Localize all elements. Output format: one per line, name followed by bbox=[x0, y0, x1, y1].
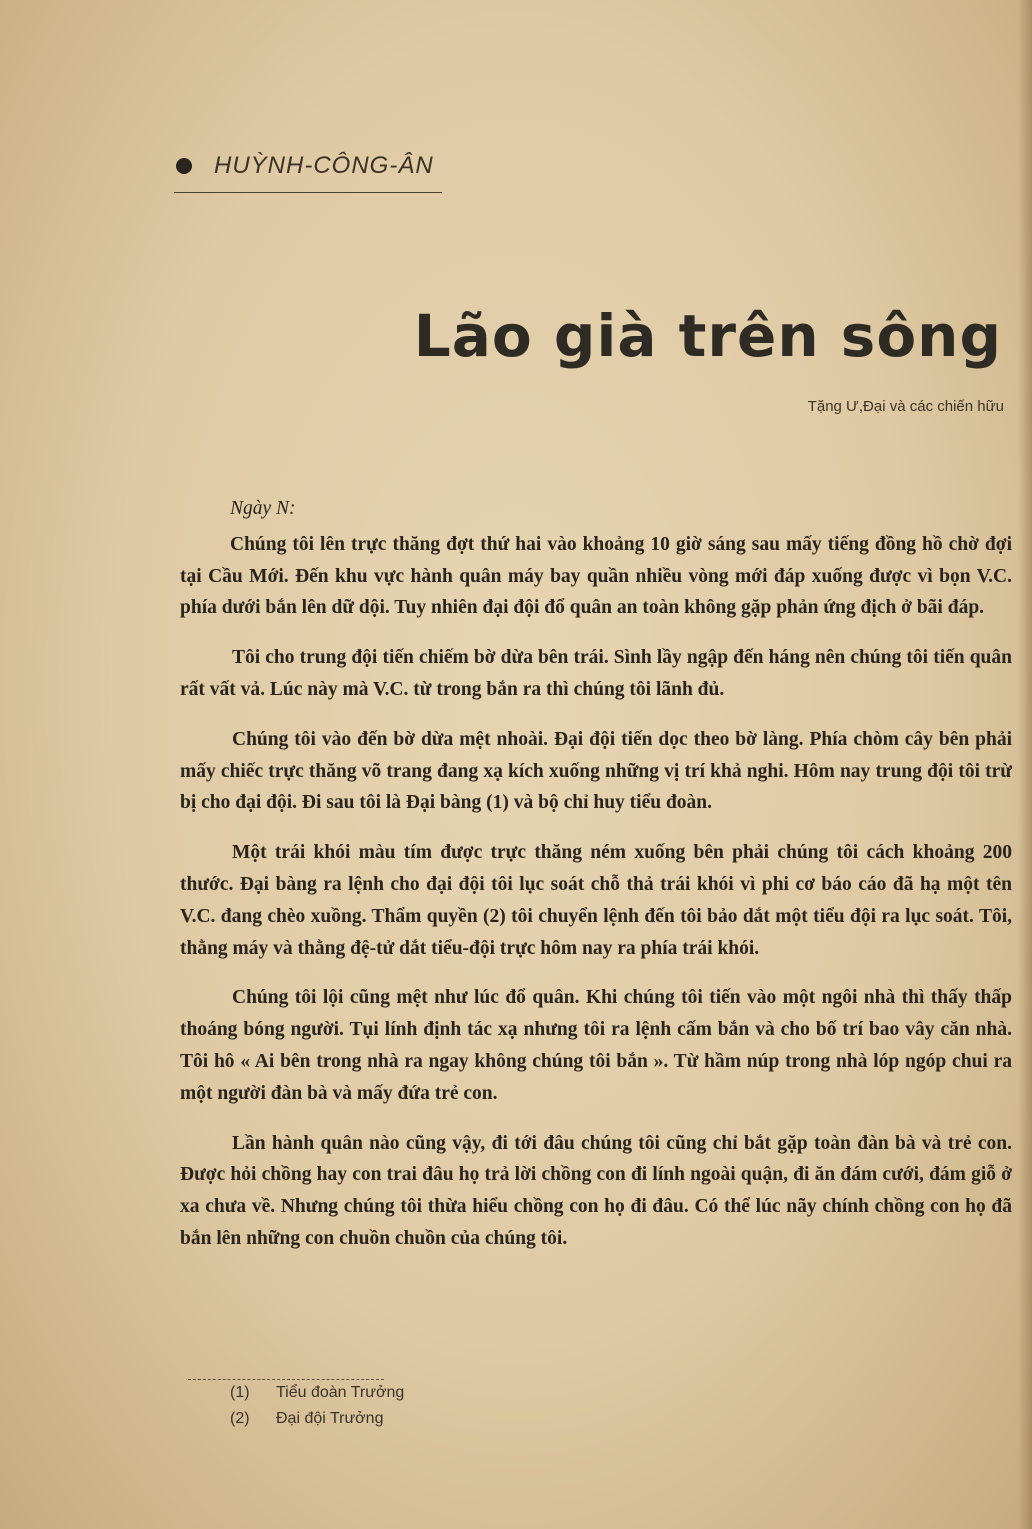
author-underline bbox=[174, 192, 442, 193]
footnote-text: Tiểu đoàn Trưởng bbox=[276, 1384, 405, 1401]
footnote bbox=[230, 1380, 404, 1406]
date-line: Ngày N: bbox=[230, 498, 296, 519]
paragraph: Một trái khói màu tím được trực thăng ném xuống bên phải chúng tôi cách khoảng 200 thước. Đại bàng ra lệnh cho đại đội tôi lục soát chỗ thả trái khói vì phi cơ báo cáo đã hạ một tên V.C. đang chèo xuồng. Thẩm quyền (2) tôi chuyển lệnh đến tôi bảo dắt một tiểu đội ra lục soát. Tôi, thằng máy và thằng đệ-tử dắt tiểu-đội trực hôm nay ra phía trái khói. bbox=[180, 842, 1012, 959]
footnote-mark: (1) bbox=[230, 1384, 250, 1401]
paragraph: Chúng tôi vào đến bờ dừa mệt nhoài. Đại đội tiến dọc theo bờ làng. Phía chòm cây bên phải mấy chiếc trực thăng võ trang đang xạ kích xuống những vị trí khả nghi. Hôm nay trung đội tôi trừ bị cho đại đội. Đi sau tôi là Đại bàng (1) và bộ chỉ huy tiểu đoàn. bbox=[180, 728, 1012, 814]
footnote-text: Đại đội Trưởng bbox=[276, 1410, 384, 1427]
page-edge-shadow bbox=[1018, 0, 1032, 1529]
author-byline bbox=[176, 152, 434, 180]
paragraph: Chúng tôi lội cũng mệt như lúc đổ quân. Khi chúng tôi tiến vào một ngôi nhà thì thấy thấp thoáng bóng người. Tụi lính định tác xạ nhưng tôi ra lệnh cấm bắn và cho bố trí bao vây căn nhà. Tôi hô « Ai bên trong nhà ra ngay không chúng tôi bắn ». Từ hầm núp trong nhà lóp ngóp chui ra một người đàn bà và mấy đứa trẻ con. bbox=[180, 987, 1012, 1104]
footnotes bbox=[230, 1380, 404, 1432]
bullet-dot-icon bbox=[176, 158, 192, 174]
paragraph: Chúng tôi lên trực thăng đợt thứ hai vào khoảng 10 giờ sáng sau mấy tiếng đồng hồ chờ đợi tại Cầu Mới. Đến khu vực hành quân máy bay quần nhiều vòng mới đáp xuống được vì bọn V.C. phía dưới bắn lên dữ dội. Tuy nhiên đại đội đổ quân an toàn không gặp phản ứng địch ở bãi đáp. bbox=[180, 533, 1012, 619]
footnote bbox=[230, 1406, 404, 1432]
paragraph: Tôi cho trung đội tiến chiếm bờ dừa bên trái. Sình lầy ngập đến háng nên chúng tôi tiến quân rất vất vả. Lúc này mà V.C. từ trong bắn ra thì chúng tôi lãnh đủ. bbox=[180, 647, 1012, 700]
author-name: HUỲNH-CÔNG-ÂN bbox=[214, 152, 434, 179]
paragraph: Lần hành quân nào cũng vậy, đi tới đâu chúng tôi cũng chỉ bắt gặp toàn đàn bà và trẻ con. Được hỏi chồng hay con trai đâu họ trả lời chồng con đi lính ngoài quận, đi ăn đám cưới, đám giỗ ở xa chưa về. Nhưng chúng tôi thừa hiểu chồng con họ đi đâu. Có thể lúc nãy chính chồng con họ đã bắn lên những con chuồn chuồn của chúng tôi. bbox=[180, 1132, 1012, 1249]
article-body bbox=[180, 493, 1012, 1273]
footnote-mark: (2) bbox=[230, 1410, 250, 1427]
article-title: Lão già trên sông bbox=[413, 302, 1002, 370]
article-dedication: Tặng Ư,Đại và các chiến hữu bbox=[807, 398, 1004, 415]
